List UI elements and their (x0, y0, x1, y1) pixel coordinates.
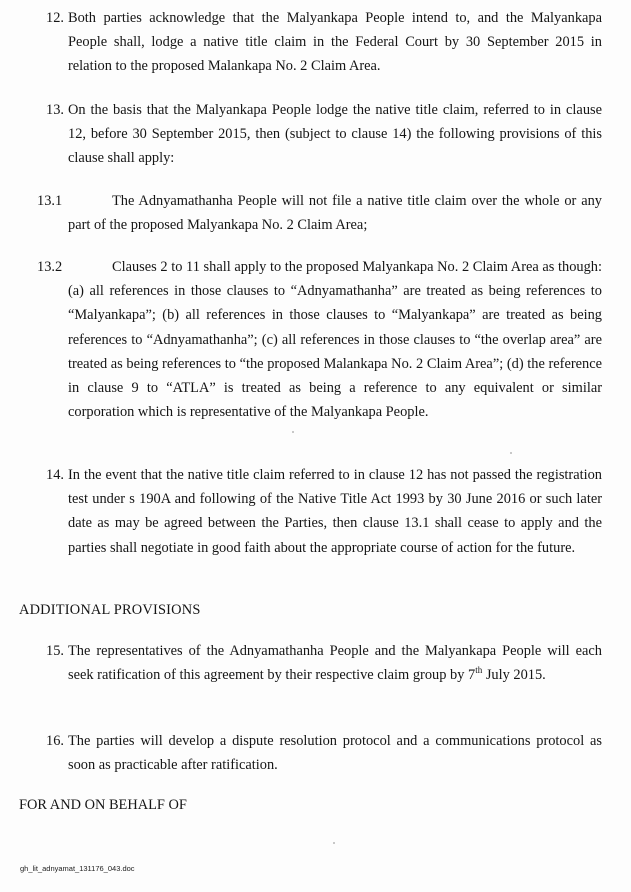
clause-text-before: The representatives of the Adnyamathanha People and the Malyankapa People will each seek ratification of this agreement by their respective claim group by 7 (68, 643, 602, 684)
clause-text: Both parties acknowledge that the Malyankapa People intend to, and the Malyankapa People shall, lodge a native title claim in the Federal Court by 30 September 2015 in relation to the proposed Malankapa No. 2 Claim Area. (68, 10, 602, 75)
clause-number: 13.1 (37, 193, 63, 209)
scan-speck (292, 431, 294, 433)
clause-text: The Adnyamathanha People will not file a native title claim over the whole or any part of the proposed Malyankapa No. 2 Claim Area; (68, 193, 602, 234)
clause-number: 14. (46, 467, 64, 483)
clause-text (68, 639, 602, 687)
clause-text: The parties will develop a dispute resolution protocol and a communications protocol as soon as practicable after ratification. (68, 733, 602, 774)
clause-text: On the basis that the Malyankapa People lodge the native title claim, referred to in clause 12, before 30 September 2015, then (subject to clause 14) the following provisions of this clause shall apply: (68, 102, 602, 167)
clause-number: 13.2 (37, 259, 63, 275)
clause-number: 12. (46, 10, 64, 26)
clause-number: 16. (46, 733, 64, 749)
clause-number: 15. (46, 643, 64, 659)
scan-speck (510, 452, 512, 454)
section-heading-additional-provisions: ADDITIONAL PROVISIONS (19, 602, 201, 618)
clause-text-after: July 2015. (482, 667, 546, 684)
footer-filename: gh_lit_adnyamat_131176_043.doc (20, 864, 135, 873)
signoff-heading: FOR AND ON BEHALF OF (19, 797, 187, 813)
clause-text: Clauses 2 to 11 shall apply to the proposed Malyankapa No. 2 Claim Area as though: (a) all references in those clauses to “Adnyamathanha” are treated as being references to “Malyankapa”; (b) all references in those clauses to “Malyankapa” are treated as being references to “Adnyamathanha”; (c) all references in those clauses to “the overlap area” are treated as being references to “the proposed Malankapa No. 2 Claim Area”; (d) the reference in clause 9 to “ATLA” is treated as being a reference to any equivalent or similar corporation which is representative of the Malyankapa People. (68, 259, 602, 421)
ordinal-suffix: th (475, 665, 483, 676)
clause-text: In the event that the native title claim referred to in clause 12 has not passed the registration test under s 190A and following of the Native Title Act 1993 by 30 June 2016 or such later date as may be agreed between the Parties, then clause 13.1 shall cease to apply and the parties shall negotiate in good faith about the appropriate course of action for the future. (68, 467, 602, 556)
clause-number: 13. (46, 102, 64, 118)
scan-speck (333, 842, 335, 844)
